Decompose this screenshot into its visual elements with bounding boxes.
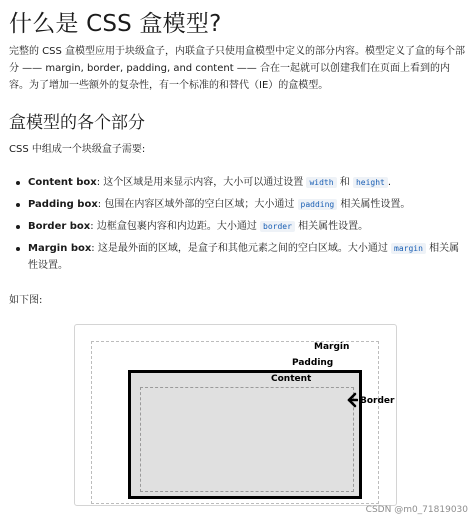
list-item-content-box [14, 174, 469, 191]
term: Border box [28, 221, 91, 232]
term: Margin box [28, 243, 92, 254]
section-heading: 盒模型的各个部分 [9, 113, 145, 133]
figure-caption: 如下图: [9, 295, 43, 306]
item-text: 相关属性设置。 [337, 199, 411, 210]
border-area [128, 370, 362, 499]
code-height-link[interactable]: height [353, 177, 388, 188]
content-label: Content [271, 374, 312, 384]
term: Padding box [28, 199, 98, 210]
arrow-left-icon [346, 392, 358, 408]
code-width-link[interactable]: width [306, 177, 336, 188]
lead-paragraph: CSS 中组成一个块级盒子需要: [9, 144, 146, 155]
list-item-padding-box [14, 196, 469, 213]
term: Content box [28, 177, 97, 188]
list-item-border-box [14, 218, 469, 235]
watermark: CSDN @m0_71819030 [365, 505, 468, 515]
intro-paragraph: 完整的 CSS 盒模型应用于块级盒子，内联盒子只使用盒模型中定义的部分内容。模型定义了盒的每个部分 —— margin, border, padding, and content —— 合在一起就可以创建我们在页面上看到的内容。为了增加一些额外的复杂性，有一个标准的和替代（IE）的盒模型。 [9, 46, 466, 91]
item-text: 和 [336, 177, 353, 188]
code-border-link[interactable]: border [260, 221, 295, 232]
padding-label: Padding [292, 358, 334, 368]
item-text: 相关属性设置。 [294, 221, 369, 232]
page-title: 什么是 CSS 盒模型? [9, 11, 222, 37]
code-margin-link[interactable]: margin [391, 243, 426, 254]
item-text: : 这是最外面的区域，是盒子和其他元素之间的空白区域。大小通过 [91, 243, 392, 254]
list-item-margin-box [14, 240, 469, 274]
box-model-diagram [74, 324, 397, 506]
item-text: : 边框盒包裹内容和内边距。大小通过 [90, 221, 260, 232]
item-text: . [387, 177, 392, 188]
item-text: : 包围在内容区域外部的空白区域；大小通过 [97, 199, 298, 210]
item-text: : 这个区域是用来显示内容，大小可以通过设置 [96, 177, 307, 188]
margin-label: Margin [314, 342, 350, 352]
border-label: Border [360, 396, 395, 406]
item-text: 相关属性设置。 [28, 243, 460, 271]
code-padding-link[interactable]: padding [298, 199, 338, 210]
box-parts-list [14, 174, 469, 279]
content-area [140, 387, 354, 492]
